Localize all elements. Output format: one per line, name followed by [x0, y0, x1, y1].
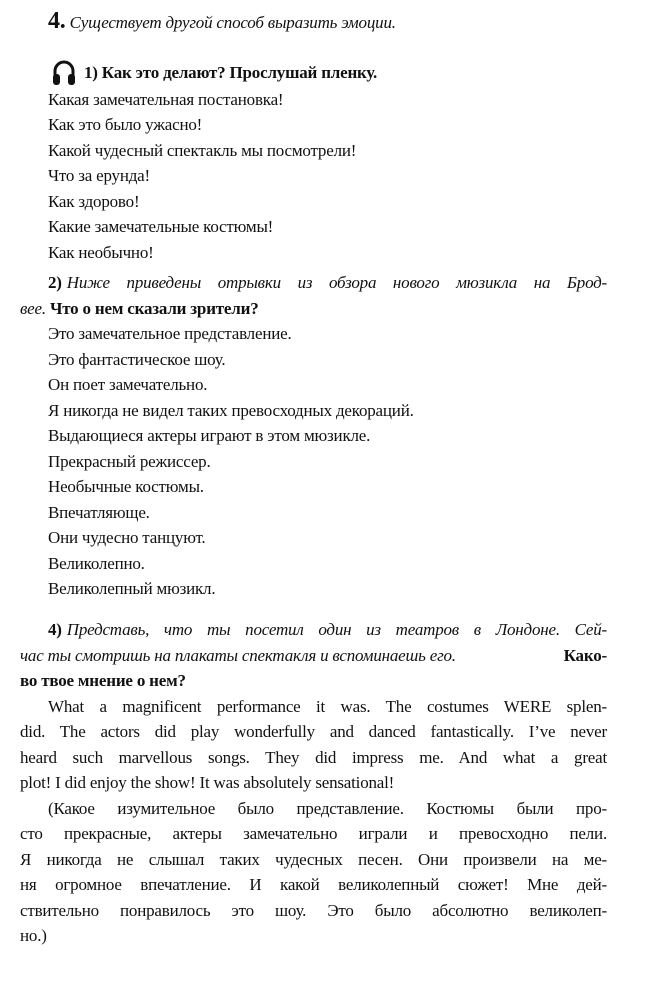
list-item: Какой чудесный спектакль мы посмотрели! [48, 141, 357, 160]
exercise-number: 4. [48, 8, 66, 34]
english-text-line: plot! I did enjoy the show! It was absolutely sensational! [20, 773, 395, 792]
exercise-instruction: Существует другой способ выразить эмоции. [69, 13, 396, 32]
russian-text-line: ня огромное впечатление. И какой великолепный сюжет! Мне дей- [20, 875, 607, 894]
russian-text-line: Я никогда не слышал таких чудесных песен. Они произвели на ме- [20, 850, 607, 869]
list-item: Выдающиеся актеры играют в этом мюзикле. [48, 426, 371, 445]
english-text-line: did. The actors did play wonderfully and danced fantastically. I’ve never [20, 722, 607, 741]
part4-question: во твое мнение о нем? [20, 671, 186, 690]
list-item: Прекрасный режиссер. [48, 452, 211, 471]
russian-text-line: ствительно понравилось это шоу. Это было абсолютно великолеп- [20, 901, 607, 920]
list-item: Это фантастическое шоу. [48, 350, 226, 369]
part2-question: Что о нем сказали зрители? [49, 299, 259, 318]
english-text-line: heard such marvellous songs. They did impress me. And what a great [20, 748, 607, 767]
headphones-icon [52, 60, 76, 86]
part4-number: 4) [48, 620, 62, 639]
list-item: Великолепный мюзикл. [48, 579, 216, 598]
exercise-title [48, 10, 396, 34]
part2-instruction-text: вее. [20, 299, 46, 318]
part2-number: 2) [48, 273, 62, 292]
russian-text-line: (Какое изумительное было представление. Костюмы были про- [48, 799, 607, 818]
list-item: Что за ерунда! [48, 166, 150, 185]
list-item: Впечатляюще. [48, 503, 150, 522]
part4-instruction-cont [20, 645, 607, 667]
part2-instruction-text: Ниже приведены отрывки из обзора нового мюзикла на Брод- [66, 273, 607, 292]
list-item: Он поет замечательно. [48, 375, 208, 394]
list-item: Как это было ужасно! [48, 115, 203, 134]
russian-text-line: но.) [20, 926, 47, 945]
list-item: Великолепно. [48, 554, 145, 573]
list-item: Как здорово! [48, 192, 140, 211]
list-item: Они чудесно танцуют. [48, 528, 206, 547]
english-text-line: What a magnificent performance it was. The costumes WERE splen- [48, 697, 607, 716]
part4-question: Како- [563, 646, 607, 665]
list-item: Какая замечательная постановка! [48, 90, 284, 109]
list-item: Какие замечательные костюмы! [48, 217, 274, 236]
list-item: Необычные костюмы. [48, 477, 204, 496]
part4-instruction [48, 619, 607, 641]
part1-heading: 1) Как это делают? Прослушай пленку. [84, 63, 378, 82]
part2-instruction [48, 272, 607, 294]
part4-instruction-text: час ты смотришь на плакаты спектакля и вспоминаешь его. [20, 646, 456, 665]
part2-instruction-cont [20, 298, 259, 320]
list-item: Я никогда не видел таких превосходных декораций. [48, 401, 414, 420]
list-item: Как необычно! [48, 243, 154, 262]
russian-text-line: сто прекрасные, актеры замечательно играли и превосходно пели. [20, 824, 607, 843]
part4-instruction-text: Представь, что ты посетил один из театров в Лондоне. Сей- [66, 620, 607, 639]
list-item: Это замечательное представление. [48, 324, 292, 343]
